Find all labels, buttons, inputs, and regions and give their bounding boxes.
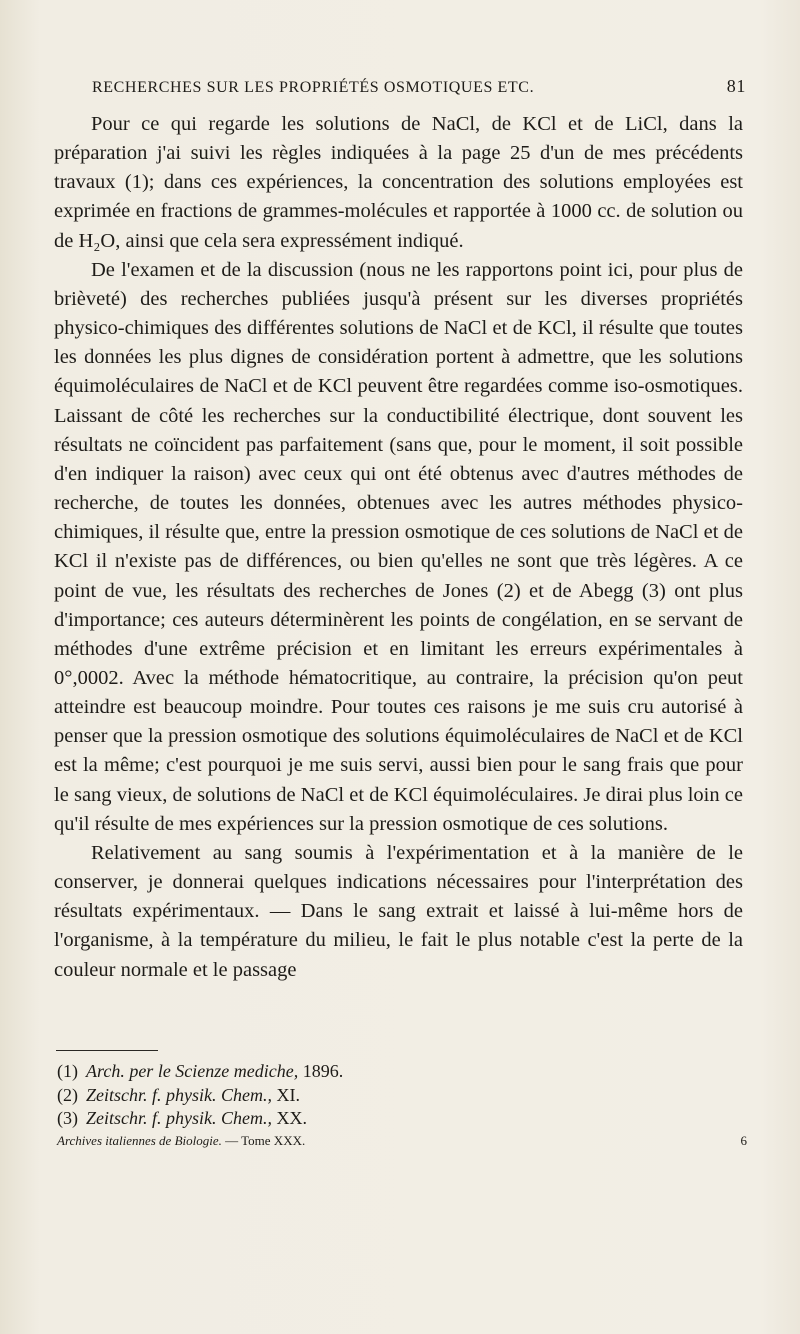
page-footer [57,1133,747,1149]
footer-citation [57,1133,305,1149]
footnote-source: Zeitschr. f. physik. Chem., [86,1084,272,1105]
paragraph: Pour ce qui regarde les solutions de NaCl, de KCl et de LiCl, dans la préparation j'ai suivi les règles indiquées à la page 25 d'un de mes précédents travaux (1); dans ces expériences, la concentration des solutions employées est exprimée en fractions de grammes-molécules et rapportée à 1000 cc. de solution ou de H₂O, ainsi que cela sera expressément indiqué. [54,113,743,252]
footnote-source: Zeitschr. f. physik. Chem., [86,1108,272,1128]
footnote-number: (1) [57,1061,78,1081]
footnote-detail: XX. [272,1108,307,1128]
footnote [57,1107,747,1131]
signature-mark: 6 [740,1133,747,1148]
footnote-number: (2) [57,1084,78,1105]
paragraph: De l'examen et de la discussion (nous ne les rapportons point ici, pour plus de brièveté) des recherches publiées jusqu'à présent sur les diverses propriétés physico-chimiques des différentes solutions de NaCl et de KCl, il résulte que toutes les données les plus dignes de considération portent à admettre, que les solutions équimoléculaires de NaCl et de KCl peuvent être regardées comme iso-osmotiques. Laissant de côté les recherches sur la conductibilité électrique, dont souvent les résultats ne coïncident pas parfaitement (sans que, pour le moment, il soit possible d'en indiquer la raison) avec ceux qui ont été obtenus avec d'autres méthodes de recherche, de toutes les données, obtenues avec les autres méthodes physico-chimiques, il résulte que, entre la pression osmotique de ces solutions de NaCl et de KCl il n'existe pas de différences, ou bien qu'elles ne sont que très légères. A ce point de vue, les résultats des recherches de Jones (2) et de Abegg (3) ont plus d'importance; ces auteurs déterminèrent les points de congélation, en se servant de méthodes d'une extrême précision et en limitant les erreurs expérimentales à 0°,0002. Avec la méthode hématocritique, au contraire, la précision qu'on peut atteindre est beaucoup moindre. Pour toutes ces raisons je me suis cru autorisé à penser que la pression osmotique des solutions équimoléculaires de NaCl et de KCl est la même; c'est pourquoi je me suis servi, aussi bien pour le sang frais que pour le sang vieux, de solutions de NaCl et de KCl équimoléculaires. Je dirai plus loin ce qu'il résulte de mes expériences sur la pression osmotique de ces solutions. [54,258,743,835]
paragraph: Relativement au sang soumis à l'expérimentation et à la manière de le conserver, je donnerai quelques indications nécessaires pour l'interprétation des résultats expérimentaux. — Dans le sang extrait et laissé à lui-même hors de l'organisme, à la température du milieu, le fait le plus notable c'est la perte de la couleur normale et le passage [54,841,743,981]
journal-volume: — Tome XXX. [221,1133,306,1148]
footnote-rule [56,1050,158,1051]
footnote-detail: XI. [272,1084,300,1105]
footnote-detail: 1896. [298,1061,344,1081]
page-number: 81 [726,76,746,96]
footnote [57,1060,747,1084]
running-header [92,76,746,97]
footnote-number: (3) [57,1108,78,1128]
footnote-source: Arch. per le Scienze mediche, [86,1061,299,1081]
body-text [54,110,743,985]
running-title: RECHERCHES SUR LES PROPRIÉTÉS OSMOTIQUES ETC. [92,79,535,96]
footnote [57,1084,747,1108]
journal-name: Archives italiennes de Biologie. [57,1133,222,1148]
footnotes [57,1060,747,1131]
